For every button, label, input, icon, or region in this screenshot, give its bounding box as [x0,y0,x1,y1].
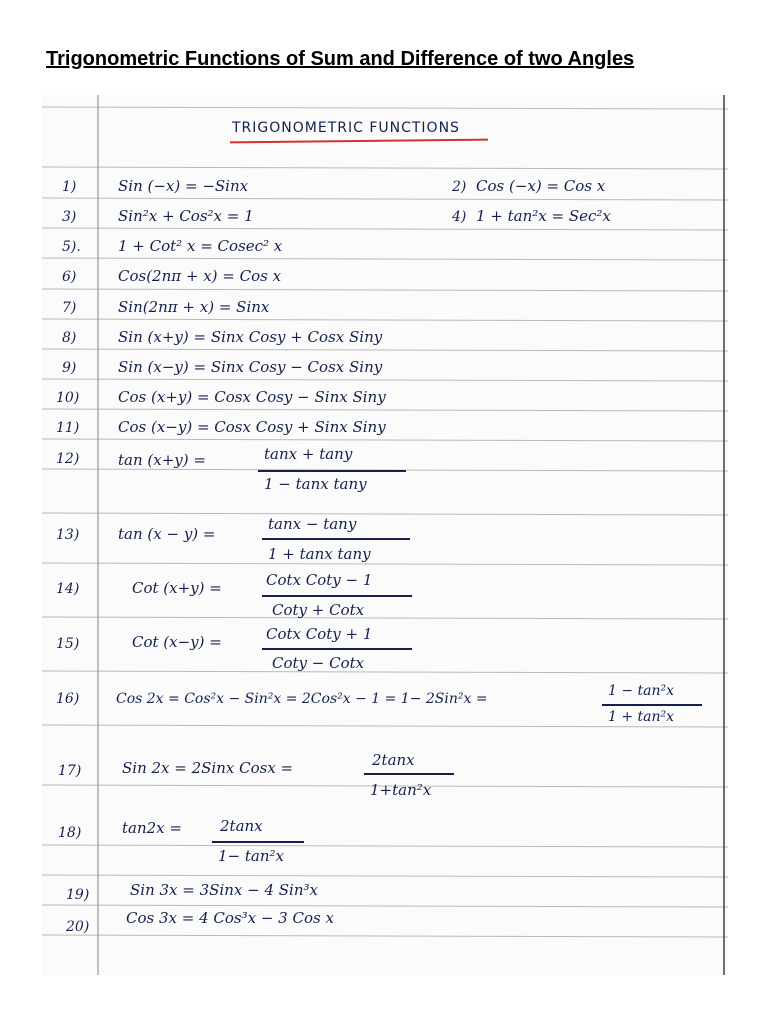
formula-17-denominator: 1+tan²x [370,781,432,799]
fraction-bar [262,648,412,650]
formula-number: 8) [62,330,77,346]
formula-13-denominator: 1 + tanx tany [268,545,371,563]
fraction-bar [262,538,410,540]
document-title: Trigonometric Functions of Sum and Difference of two Angles [46,48,635,70]
formula-4: 1 + tan²x = Sec²x [476,207,611,225]
fraction-bar [258,470,406,472]
formula-18-denominator: 1− tan²x [218,847,284,865]
formula-18-lhs: tan2x = [122,819,182,837]
formula-7: Sin(2nπ + x) = Sinx [118,298,270,316]
formula-19: Sin 3x = 3Sinx − 4 Sin³x [130,881,318,899]
fraction-bar [262,595,412,597]
formula-number: 1) [62,179,77,195]
formula-1: Sin (−x) = −Sinx [118,177,249,195]
formula-number: 20) [66,919,90,935]
formula-13-numerator: tanx − tany [268,515,357,533]
formula-number: 11) [56,420,80,436]
formula-number: 5). [62,239,81,255]
formula-11: Cos (x−y) = Cosx Cosy + Sinx Siny [118,418,386,436]
formula-16-denominator: 1 + tan²x [608,709,675,725]
formula-number: 14) [56,581,80,597]
formula-16-numerator: 1 − tan²x [608,683,675,699]
formula-15-numerator: Cotx Coty + 1 [266,625,373,643]
formula-15-lhs: Cot (x−y) = [132,633,222,651]
formula-number: 15) [56,636,80,652]
formula-number: 16) [56,691,80,707]
formula-14-numerator: Cotx Coty − 1 [266,571,373,589]
formula-17-lhs: Sin 2x = 2Sinx Cosx = [122,759,294,777]
formula-8: Sin (x+y) = Sinx Cosy + Cosx Siny [118,328,383,346]
formula-14-lhs: Cot (x+y) = [132,579,222,597]
formula-12-lhs: tan (x+y) = [118,451,206,469]
formula-18-numerator: 2tanx [220,817,263,835]
formula-15-denominator: Coty − Cotx [272,654,365,672]
formula-2: Cos (−x) = Cos x [476,177,606,195]
fraction-bar [364,773,454,775]
formula-6: Cos(2nπ + x) = Cos x [118,267,282,285]
formula-number: 18) [58,825,82,841]
formula-number: 17) [58,763,82,779]
formula-20: Cos 3x = 4 Cos³x − 3 Cos x [126,909,334,927]
formula-number: 7) [62,300,77,316]
formula-10: Cos (x+y) = Cosx Cosy − Sinx Siny [118,388,386,406]
formula-17-numerator: 2tanx [372,751,415,769]
formula-14-denominator: Coty + Cotx [272,601,365,619]
formula-16-lhs: Cos 2x = Cos²x − Sin²x = 2Cos²x − 1 = 1− 2Sin²x = [116,691,488,707]
formula-number: 6) [62,269,77,285]
fraction-bar [212,841,304,843]
fraction-bar [602,704,702,706]
formula-12-denominator: 1 − tanx tany [264,475,367,493]
formula-5: 1 + Cot² x = Cosec² x [118,237,283,255]
formula-number: 3) [62,209,77,225]
formula-number: 13) [56,527,80,543]
formula-13-lhs: tan (x − y) = [118,525,216,543]
formula-number: 2) [452,179,467,195]
formula-number: 9) [62,360,77,376]
formula-3: Sin²x + Cos²x = 1 [118,207,254,225]
formula-number: 4) [452,209,467,225]
notebook-page [42,95,728,975]
formula-12-numerator: tanx + tany [264,445,353,463]
notebook-heading: TRIGONOMETRIC FUNCTIONS [232,120,460,136]
formula-number: 10) [56,390,80,406]
formula-number: 12) [56,451,80,467]
formula-9: Sin (x−y) = Sinx Cosy − Cosx Siny [118,358,383,376]
formula-number: 19) [66,887,90,903]
